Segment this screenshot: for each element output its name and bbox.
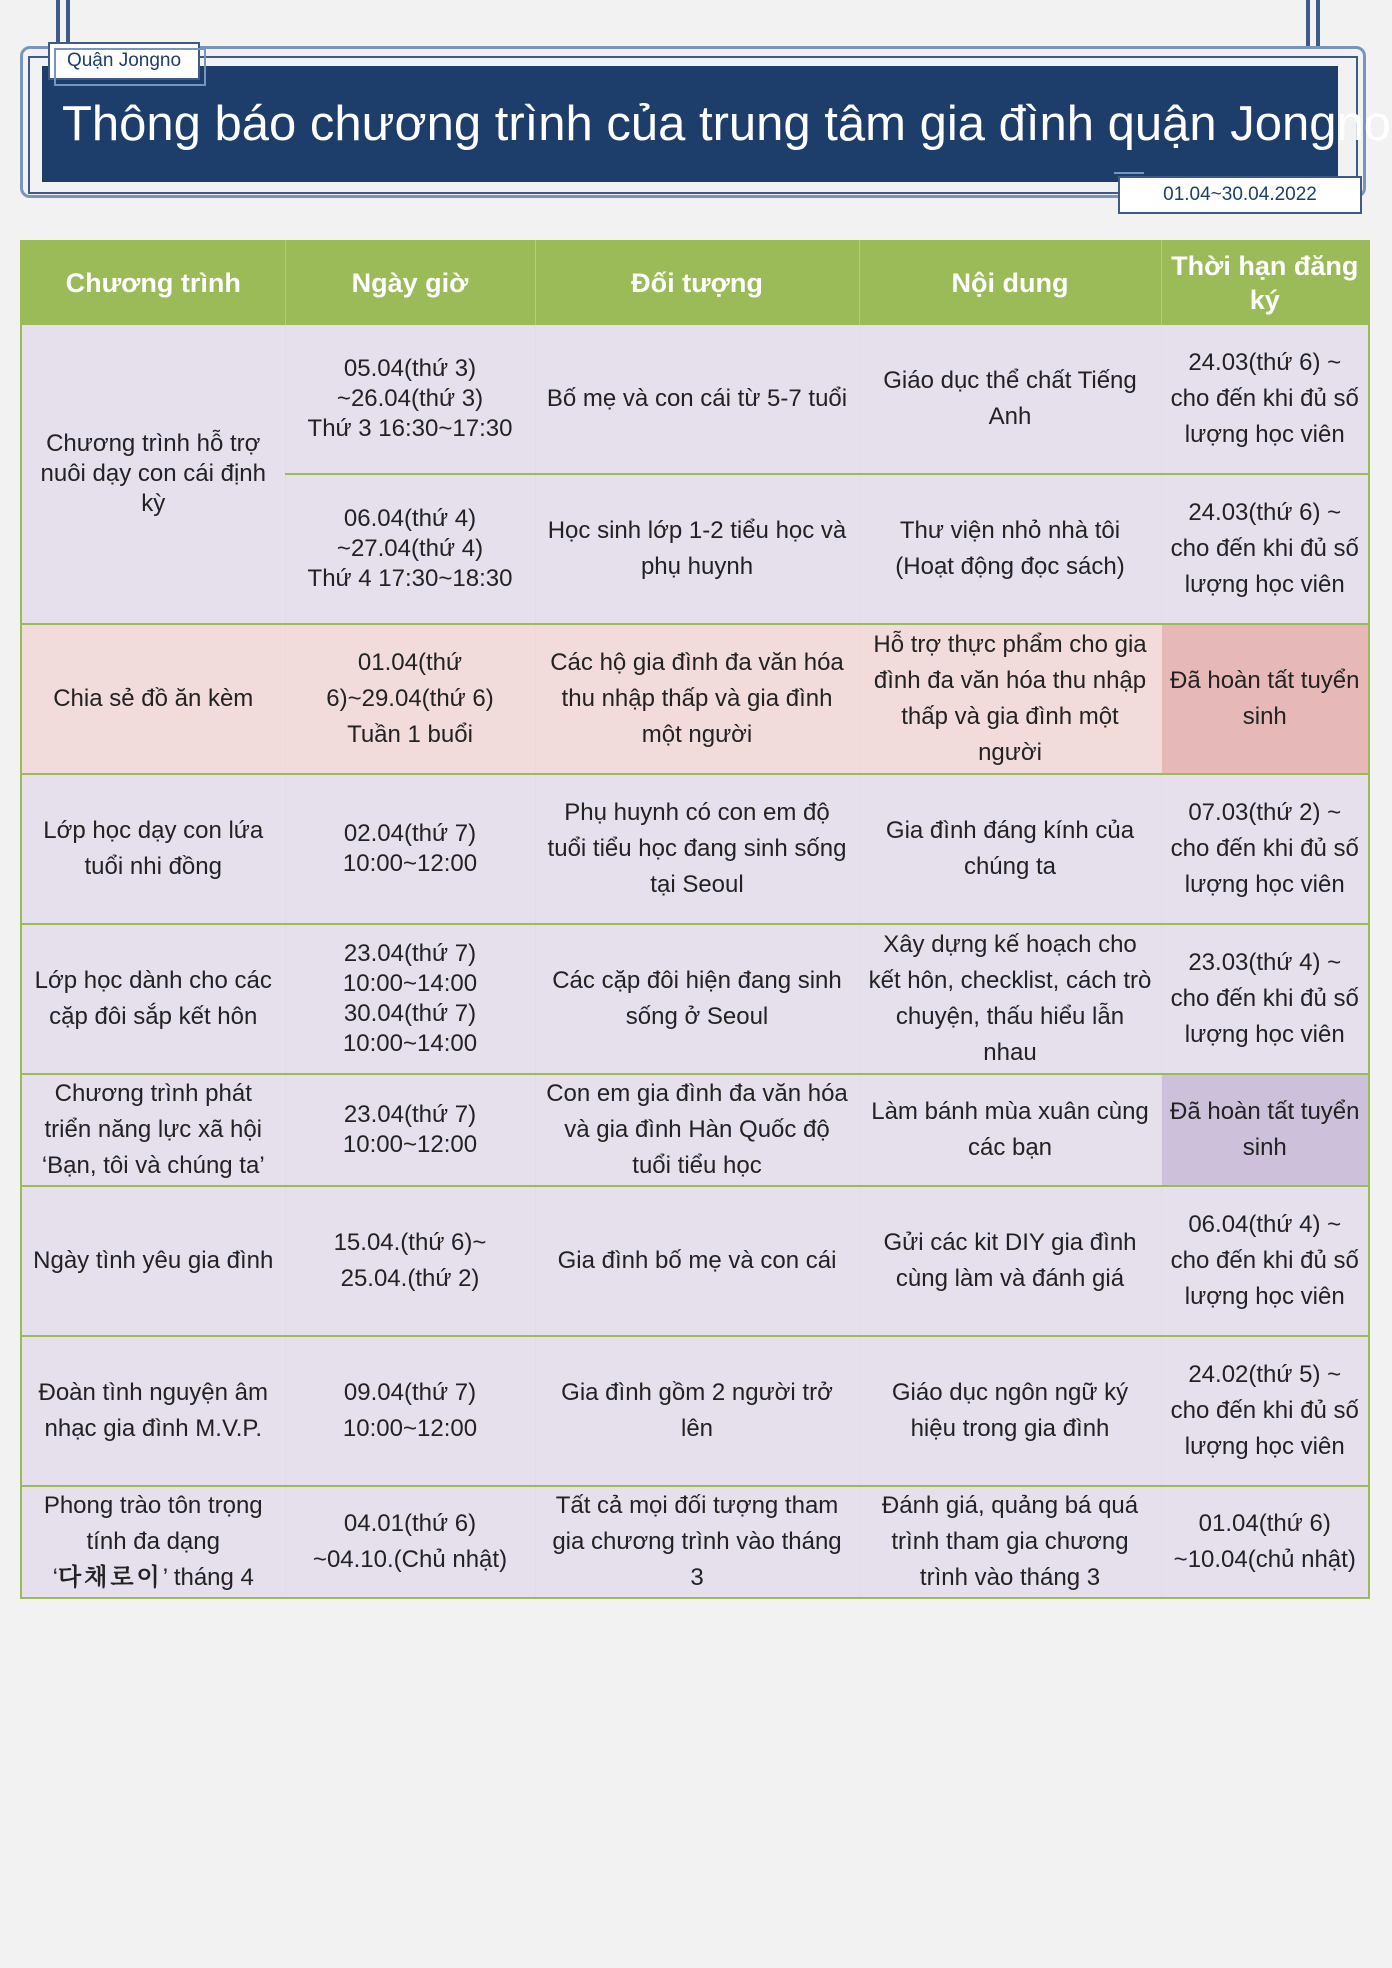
time-line: 15.04.(thứ 6)~ (333, 1229, 487, 1256)
content-cell: Giáo dục thể chất Tiếng Anh (859, 325, 1161, 474)
time-line: 09.04(thứ 7) (343, 1379, 477, 1406)
target-cell: Gia đình gồm 2 người trở lên (535, 1336, 859, 1486)
time-line: 10:00~14:00 (342, 1030, 478, 1057)
target-cell: Con em gia đình đa văn hóa và gia đình Hàn Quốc độ tuổi tiểu học (535, 1074, 859, 1186)
time-line: Thứ 4 17:30~18:30 (307, 565, 513, 592)
content-cell: Giáo dục ngôn ngữ ký hiệu trong gia đình (859, 1336, 1161, 1486)
page-title: Thông báo chương trình của trung tâm gia đình quận Jongno (62, 97, 1391, 151)
time-line: ~04.10.(Chủ nhật) (312, 1546, 508, 1573)
target-cell: Học sinh lớp 1-2 tiểu học và phụ huynh (535, 474, 859, 624)
table-row (21, 1186, 1369, 1336)
time-line: Thứ 3 16:30~17:30 (307, 415, 513, 442)
time-line: 05.04(thứ 3) (343, 355, 477, 382)
target-cell: Gia đình bố mẹ và con cái (535, 1186, 859, 1336)
program-cell (21, 1486, 285, 1598)
korean-quote: ‘다채로이’ (52, 1564, 174, 1591)
column-header-deadline: Thời hạn đăng ký (1161, 240, 1369, 325)
column-header-time: Ngày giờ (285, 240, 535, 325)
time-line: Tuần 1 buổi (347, 721, 473, 748)
time-cell (285, 1486, 535, 1598)
deadline-cell: 24.02(thứ 5) ~ cho đến khi đủ số lượng học viên (1161, 1336, 1369, 1486)
frame-decoration (1306, 0, 1310, 52)
content-cell: Gia đình đáng kính của chúng ta (859, 774, 1161, 924)
program-cell: Chương trình hỗ trợ nuôi dạy con cái định kỳ (21, 325, 285, 624)
deadline-cell: 01.04(thứ 6) ~10.04(chủ nhật) (1161, 1486, 1369, 1598)
district-label: Quận Jongno (48, 42, 200, 80)
program-cell: Đoàn tình nguyện âm nhạc gia đình M.V.P. (21, 1336, 285, 1486)
time-line: 30.04(thứ 7) (343, 1000, 477, 1027)
program-table (20, 240, 1370, 1599)
deadline-cell: 23.03(thứ 4) ~ cho đến khi đủ số lượng học viên (1161, 924, 1369, 1074)
program-cell: Ngày tình yêu gia đình (21, 1186, 285, 1336)
content-cell: Gửi các kit DIY gia đình cùng làm và đánh giá (859, 1186, 1161, 1336)
time-cell (285, 924, 535, 1074)
time-line: 04.01(thứ 6) (343, 1510, 477, 1537)
time-cell (285, 1186, 535, 1336)
content-cell: Đánh giá, quảng bá quá trình tham gia chương trình vào tháng 3 (859, 1486, 1161, 1598)
time-line: ~26.04(thứ 3) (336, 385, 484, 412)
korean-word: 다채로이 (57, 1564, 163, 1591)
time-line: 02.04(thứ 7) (343, 820, 477, 847)
target-cell: Bố mẹ và con cái từ 5-7 tuổi (535, 325, 859, 474)
content-cell: Xây dựng kế hoạch cho kết hôn, checklist, cách trò chuyện, thấu hiểu lẫn nhau (859, 924, 1161, 1074)
time-line: 10:00~14:00 (342, 970, 478, 997)
target-cell: Tất cả mọi đối tượng tham gia chương trình vào tháng 3 (535, 1486, 859, 1598)
content-cell: Thư viện nhỏ nhà tôi (Hoạt động đọc sách) (859, 474, 1161, 624)
program-cell: Chia sẻ đồ ăn kèm (21, 624, 285, 774)
time-line: 23.04(thứ 7) (343, 1101, 477, 1128)
frame-decoration (1316, 0, 1320, 52)
table-row (21, 325, 1369, 474)
deadline-cell: 24.03(thứ 6) ~ cho đến khi đủ số lượng học viên (1161, 325, 1369, 474)
table-row (21, 1336, 1369, 1486)
table-row (21, 774, 1369, 924)
deadline-status-cell: Đã hoàn tất tuyển sinh (1161, 1074, 1369, 1186)
time-line: 10:00~12:00 (342, 1131, 478, 1158)
table-row (21, 924, 1369, 1074)
target-cell: Phụ huynh có con em độ tuổi tiểu học đang sinh sống tại Seoul (535, 774, 859, 924)
table-row (21, 1486, 1369, 1598)
deadline-cell: 24.03(thứ 6) ~ cho đến khi đủ số lượng học viên (1161, 474, 1369, 624)
table-row (21, 624, 1369, 774)
time-cell (285, 474, 535, 624)
time-line: 01.04(thứ 6)~29.04(thứ 6) (326, 649, 494, 712)
content-cell: Hỗ trợ thực phẩm cho gia đình đa văn hóa thu nhập thấp và gia đình một người (859, 624, 1161, 774)
table-header-row (21, 240, 1369, 325)
column-header-program: Chương trình (21, 240, 285, 325)
column-header-content: Nội dung (859, 240, 1161, 325)
target-cell: Các hộ gia đình đa văn hóa thu nhập thấp và gia đình một người (535, 624, 859, 774)
deadline-cell: 06.04(thứ 4) ~ cho đến khi đủ số lượng học viên (1161, 1186, 1369, 1336)
column-header-target: Đối tượng (535, 240, 859, 325)
content-cell: Làm bánh mùa xuân cùng các bạn (859, 1074, 1161, 1186)
time-line: 06.04(thứ 4) (343, 505, 477, 532)
table-row (21, 1074, 1369, 1186)
time-cell (285, 1336, 535, 1486)
time-line: 10:00~12:00 (342, 850, 478, 877)
time-cell (285, 325, 535, 474)
program-text-suffix: tháng 4 (173, 1564, 254, 1591)
target-cell: Các cặp đôi hiện đang sinh sống ở Seoul (535, 924, 859, 1074)
deadline-cell: 07.03(thứ 2) ~ cho đến khi đủ số lượng học viên (1161, 774, 1369, 924)
time-line: 23.04(thứ 7) (343, 940, 477, 967)
time-line: 25.04.(thứ 2) (340, 1265, 480, 1292)
deadline-status-cell: Đã hoàn tất tuyển sinh (1161, 624, 1369, 774)
time-line: ~27.04(thứ 4) (336, 535, 484, 562)
time-cell (285, 624, 535, 774)
program-cell: Chương trình phát triển năng lực xã hội ‘Bạn, tôi và chúng ta’ (21, 1074, 285, 1186)
time-line: 10:00~12:00 (342, 1415, 478, 1442)
program-cell: Lớp học dành cho các cặp đôi sắp kết hôn (21, 924, 285, 1074)
program-cell: Lớp học dạy con lứa tuổi nhi đồng (21, 774, 285, 924)
program-text: Phong trào tôn trọng tính đa dạng (43, 1492, 263, 1555)
period-label: 01.04~30.04.2022 (1118, 176, 1362, 214)
time-cell (285, 774, 535, 924)
time-cell (285, 1074, 535, 1186)
